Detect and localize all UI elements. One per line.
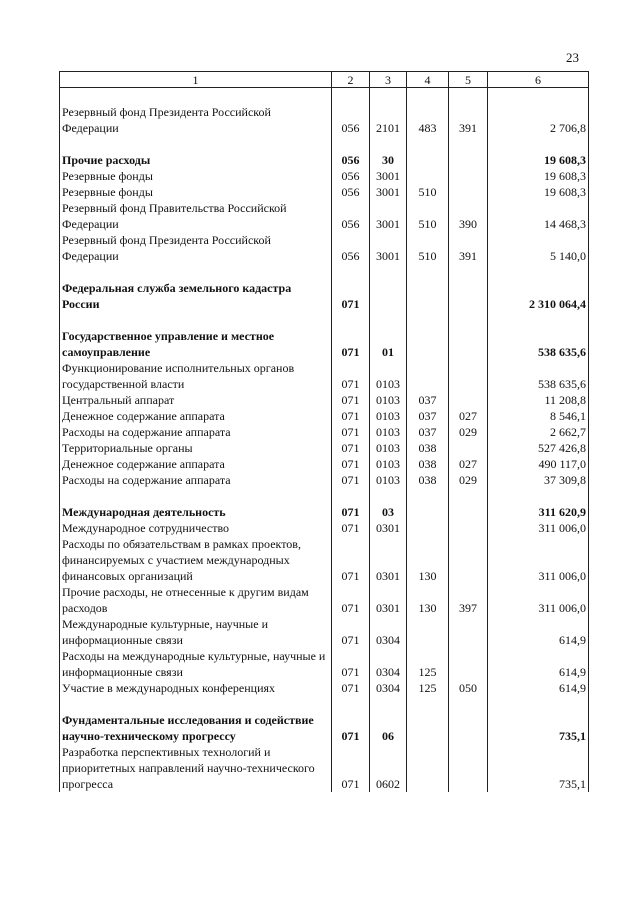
amount-cell: 5 140,0 — [488, 232, 589, 264]
spacer-cell — [488, 312, 589, 328]
column-header: 5 — [449, 72, 488, 88]
target-code-cell: 510 — [407, 232, 449, 264]
section-code-cell: 0301 — [370, 536, 407, 584]
spacer-cell — [60, 312, 332, 328]
spacer-cell — [407, 488, 449, 504]
expense-type-code-cell — [449, 184, 488, 200]
target-code-cell: 125 — [407, 648, 449, 680]
chapter-code-cell: 071 — [332, 280, 370, 312]
target-code-cell — [407, 616, 449, 648]
table-body — [60, 88, 589, 793]
table-row — [60, 200, 589, 232]
item-name-cell: Функционирование исполнительных органов государственной власти — [60, 360, 332, 392]
spacer-cell — [407, 696, 449, 712]
section-code-cell: 0103 — [370, 456, 407, 472]
spacer-row — [60, 696, 589, 712]
chapter-code-cell: 056 — [332, 200, 370, 232]
spacer-cell — [407, 88, 449, 105]
target-code-cell: 037 — [407, 392, 449, 408]
table-row — [60, 392, 589, 408]
expense-type-code-cell — [449, 328, 488, 360]
chapter-code-cell: 071 — [332, 504, 370, 520]
target-code-cell: 130 — [407, 536, 449, 584]
table-row — [60, 712, 589, 744]
chapter-code-cell: 071 — [332, 520, 370, 536]
spacer-cell — [370, 488, 407, 504]
target-code-cell — [407, 168, 449, 184]
section-code-cell: 0304 — [370, 680, 407, 696]
item-name-cell: Резервный фонд Правительства Российской Федерации — [60, 200, 332, 232]
table-row — [60, 440, 589, 456]
item-name-cell: Международная деятельность — [60, 504, 332, 520]
section-code-cell — [370, 280, 407, 312]
amount-cell: 735,1 — [488, 744, 589, 792]
section-code-cell: 0304 — [370, 648, 407, 680]
chapter-code-cell: 071 — [332, 440, 370, 456]
amount-cell: 538 635,6 — [488, 328, 589, 360]
expense-type-code-cell — [449, 392, 488, 408]
budget-table — [59, 71, 589, 792]
amount-cell: 2 706,8 — [488, 104, 589, 136]
item-name-cell: Резервные фонды — [60, 168, 332, 184]
table-row — [60, 472, 589, 488]
spacer-cell — [370, 88, 407, 105]
expense-type-code-cell: 027 — [449, 456, 488, 472]
spacer-cell — [449, 136, 488, 152]
spacer-cell — [449, 264, 488, 280]
expense-type-code-cell — [449, 280, 488, 312]
table-row — [60, 536, 589, 584]
chapter-code-cell: 056 — [332, 168, 370, 184]
column-header: 6 — [488, 72, 589, 88]
target-code-cell — [407, 360, 449, 392]
item-name-cell: Федеральная служба земельного кадастра России — [60, 280, 332, 312]
item-name-cell: Резервный фонд Президента Российской Федерации — [60, 104, 332, 136]
chapter-code-cell: 071 — [332, 424, 370, 440]
expense-type-code-cell — [449, 520, 488, 536]
table-row — [60, 360, 589, 392]
chapter-code-cell: 071 — [332, 360, 370, 392]
section-code-cell: 3001 — [370, 184, 407, 200]
table-row — [60, 104, 589, 136]
section-code-cell: 30 — [370, 152, 407, 168]
section-code-cell: 0602 — [370, 744, 407, 792]
amount-cell: 8 546,1 — [488, 408, 589, 424]
expense-type-code-cell: 029 — [449, 472, 488, 488]
target-code-cell: 038 — [407, 440, 449, 456]
spacer-cell — [60, 488, 332, 504]
amount-cell: 11 208,8 — [488, 392, 589, 408]
table-row — [60, 184, 589, 200]
spacer-cell — [370, 136, 407, 152]
item-name-cell: Участие в международных конференциях — [60, 680, 332, 696]
chapter-code-cell: 071 — [332, 680, 370, 696]
expense-type-code-cell: 390 — [449, 200, 488, 232]
amount-cell: 614,9 — [488, 648, 589, 680]
spacer-cell — [488, 136, 589, 152]
section-code-cell: 3001 — [370, 232, 407, 264]
item-name-cell: Международное сотрудничество — [60, 520, 332, 536]
table-row — [60, 328, 589, 360]
amount-cell: 311 620,9 — [488, 504, 589, 520]
spacer-row — [60, 488, 589, 504]
chapter-code-cell: 071 — [332, 472, 370, 488]
spacer-cell — [332, 136, 370, 152]
target-code-cell: 510 — [407, 200, 449, 232]
target-code-cell: 483 — [407, 104, 449, 136]
section-code-cell: 0301 — [370, 584, 407, 616]
table-row — [60, 520, 589, 536]
expense-type-code-cell — [449, 504, 488, 520]
table-row — [60, 168, 589, 184]
spacer-cell — [332, 488, 370, 504]
section-code-cell: 01 — [370, 328, 407, 360]
section-code-cell: 2101 — [370, 104, 407, 136]
table-row — [60, 232, 589, 264]
spacer-cell — [332, 88, 370, 105]
spacer-cell — [449, 696, 488, 712]
amount-cell: 614,9 — [488, 616, 589, 648]
spacer-cell — [407, 312, 449, 328]
column-header: 3 — [370, 72, 407, 88]
table-row — [60, 152, 589, 168]
table-row — [60, 680, 589, 696]
chapter-code-cell: 071 — [332, 408, 370, 424]
spacer-cell — [60, 88, 332, 105]
spacer-cell — [449, 88, 488, 105]
item-name-cell: Международные культурные, научные и информационные связи — [60, 616, 332, 648]
chapter-code-cell: 056 — [332, 184, 370, 200]
amount-cell: 37 309,8 — [488, 472, 589, 488]
page-number: 23 — [566, 50, 579, 65]
target-code-cell: 037 — [407, 424, 449, 440]
section-code-cell: 0103 — [370, 424, 407, 440]
spacer-cell — [449, 312, 488, 328]
spacer-cell — [332, 696, 370, 712]
section-code-cell: 06 — [370, 712, 407, 744]
expense-type-code-cell — [449, 712, 488, 744]
chapter-code-cell: 071 — [332, 456, 370, 472]
item-name-cell: Денежное содержание аппарата — [60, 408, 332, 424]
spacer-cell — [332, 264, 370, 280]
item-name-cell: Фундаментальные исследования и содействие научно-техническому прогрессу — [60, 712, 332, 744]
table-row — [60, 616, 589, 648]
spacer-cell — [370, 696, 407, 712]
target-code-cell — [407, 520, 449, 536]
amount-cell: 614,9 — [488, 680, 589, 696]
chapter-code-cell: 071 — [332, 648, 370, 680]
target-code-cell: 510 — [407, 184, 449, 200]
chapter-code-cell: 071 — [332, 616, 370, 648]
amount-cell: 311 006,0 — [488, 520, 589, 536]
section-code-cell: 3001 — [370, 168, 407, 184]
spacer-row — [60, 264, 589, 280]
target-code-cell: 130 — [407, 584, 449, 616]
expense-type-code-cell — [449, 440, 488, 456]
item-name-cell: Расходы по обязательствам в рамках проектов, финансируемых с участием международных финансовых организаций — [60, 536, 332, 584]
expense-type-code-cell: 050 — [449, 680, 488, 696]
amount-cell: 19 608,3 — [488, 152, 589, 168]
column-header: 1 — [60, 72, 332, 88]
target-code-cell: 125 — [407, 680, 449, 696]
target-code-cell — [407, 744, 449, 792]
expense-type-code-cell — [449, 616, 488, 648]
table-row — [60, 408, 589, 424]
spacer-cell — [370, 264, 407, 280]
target-code-cell — [407, 328, 449, 360]
section-code-cell: 0103 — [370, 408, 407, 424]
expense-type-code-cell: 391 — [449, 104, 488, 136]
expense-type-code-cell: 397 — [449, 584, 488, 616]
spacer-cell — [488, 696, 589, 712]
section-code-cell: 0103 — [370, 472, 407, 488]
chapter-code-cell: 071 — [332, 744, 370, 792]
expense-type-code-cell: 029 — [449, 424, 488, 440]
chapter-code-cell: 056 — [332, 104, 370, 136]
table-row — [60, 424, 589, 440]
spacer-cell — [407, 136, 449, 152]
spacer-row — [60, 312, 589, 328]
spacer-row — [60, 136, 589, 152]
amount-cell: 2 310 064,4 — [488, 280, 589, 312]
table-row — [60, 456, 589, 472]
target-code-cell — [407, 712, 449, 744]
expense-type-code-cell — [449, 168, 488, 184]
target-code-cell — [407, 280, 449, 312]
amount-cell: 2 662,7 — [488, 424, 589, 440]
spacer-cell — [60, 264, 332, 280]
item-name-cell: Расходы на содержание аппарата — [60, 424, 332, 440]
amount-cell: 311 006,0 — [488, 584, 589, 616]
section-code-cell: 0103 — [370, 360, 407, 392]
table-row — [60, 280, 589, 312]
chapter-code-cell: 071 — [332, 536, 370, 584]
amount-cell: 527 426,8 — [488, 440, 589, 456]
item-name-cell: Разработка перспективных технологий и приоритетных направлений научно-технического прогресса — [60, 744, 332, 792]
table-row — [60, 648, 589, 680]
item-name-cell: Государственное управление и местное самоуправление — [60, 328, 332, 360]
column-header: 2 — [332, 72, 370, 88]
expense-type-code-cell — [449, 648, 488, 680]
chapter-code-cell: 071 — [332, 712, 370, 744]
expense-type-code-cell — [449, 360, 488, 392]
section-code-cell: 0103 — [370, 440, 407, 456]
chapter-code-cell: 056 — [332, 232, 370, 264]
expense-type-code-cell: 391 — [449, 232, 488, 264]
section-code-cell: 03 — [370, 504, 407, 520]
expense-type-code-cell — [449, 152, 488, 168]
section-code-cell: 3001 — [370, 200, 407, 232]
chapter-code-cell: 071 — [332, 584, 370, 616]
item-name-cell: Прочие расходы — [60, 152, 332, 168]
table-row — [60, 504, 589, 520]
chapter-code-cell: 071 — [332, 392, 370, 408]
section-code-cell: 0301 — [370, 520, 407, 536]
item-name-cell: Резервный фонд Президента Российской Федерации — [60, 232, 332, 264]
expense-type-code-cell — [449, 536, 488, 584]
spacer-cell — [488, 264, 589, 280]
amount-cell: 490 117,0 — [488, 456, 589, 472]
chapter-code-cell: 056 — [332, 152, 370, 168]
amount-cell: 19 608,3 — [488, 168, 589, 184]
item-name-cell: Центральный аппарат — [60, 392, 332, 408]
table-row — [60, 744, 589, 792]
item-name-cell: Расходы на международные культурные, научные и информационные связи — [60, 648, 332, 680]
spacer-cell — [60, 696, 332, 712]
expense-type-code-cell — [449, 744, 488, 792]
spacer-cell — [370, 312, 407, 328]
target-code-cell — [407, 152, 449, 168]
amount-cell: 735,1 — [488, 712, 589, 744]
amount-cell: 538 635,6 — [488, 360, 589, 392]
spacer-cell — [332, 312, 370, 328]
section-code-cell: 0103 — [370, 392, 407, 408]
table-row — [60, 584, 589, 616]
spacer-cell — [449, 488, 488, 504]
amount-cell: 311 006,0 — [488, 536, 589, 584]
target-code-cell: 038 — [407, 472, 449, 488]
target-code-cell: 038 — [407, 456, 449, 472]
item-name-cell: Территориальные органы — [60, 440, 332, 456]
target-code-cell: 037 — [407, 408, 449, 424]
expense-type-code-cell: 027 — [449, 408, 488, 424]
item-name-cell: Денежное содержание аппарата — [60, 456, 332, 472]
amount-cell: 14 468,3 — [488, 200, 589, 232]
spacer-row — [60, 88, 589, 105]
amount-cell: 19 608,3 — [488, 184, 589, 200]
spacer-cell — [407, 264, 449, 280]
item-name-cell: Расходы на содержание аппарата — [60, 472, 332, 488]
table-header-row — [60, 72, 589, 88]
chapter-code-cell: 071 — [332, 328, 370, 360]
item-name-cell: Прочие расходы, не отнесенные к другим видам расходов — [60, 584, 332, 616]
column-header: 4 — [407, 72, 449, 88]
target-code-cell — [407, 504, 449, 520]
spacer-cell — [60, 136, 332, 152]
item-name-cell: Резервные фонды — [60, 184, 332, 200]
spacer-cell — [488, 488, 589, 504]
spacer-cell — [488, 88, 589, 105]
section-code-cell: 0304 — [370, 616, 407, 648]
